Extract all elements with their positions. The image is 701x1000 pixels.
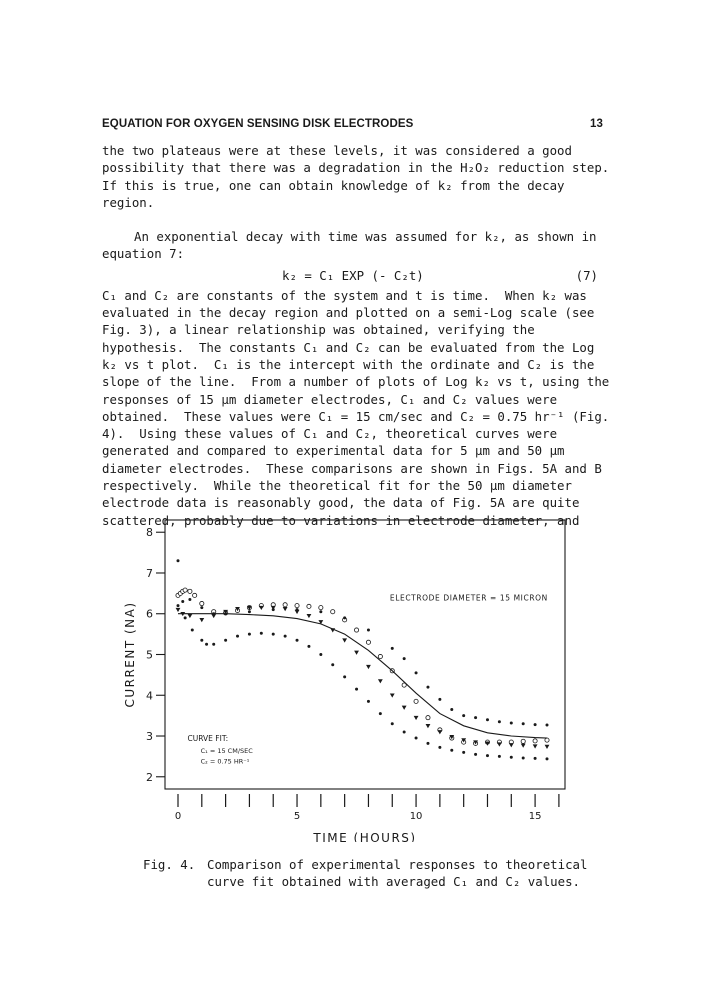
data-point-dot	[181, 600, 184, 603]
data-point-dot	[498, 720, 501, 723]
data-point-triangle	[533, 744, 538, 748]
data-point-dot	[200, 639, 203, 642]
y-tick-label: 3	[146, 730, 153, 744]
data-point-triangle	[211, 614, 216, 618]
data-point-dot	[272, 633, 275, 636]
data-point-dot	[236, 635, 239, 638]
data-point-open-circle	[283, 603, 287, 607]
data-point-dot	[522, 722, 525, 725]
data-point-dot	[191, 629, 194, 632]
data-point-open-circle	[533, 739, 537, 743]
data-point-dot	[510, 721, 513, 724]
y-tick-label: 2	[146, 770, 153, 784]
data-point-open-circle	[188, 589, 192, 593]
data-point-dot	[415, 671, 418, 674]
data-point-dot	[403, 657, 406, 660]
data-point-triangle	[342, 638, 347, 642]
data-point-dot	[498, 755, 501, 758]
data-point-open-circle	[295, 603, 299, 607]
data-point-dot	[450, 749, 453, 752]
caption-label: Fig. 4.	[143, 857, 196, 872]
data-point-dot	[534, 757, 537, 760]
data-point-triangle	[271, 606, 276, 610]
data-point-dot	[391, 722, 394, 725]
data-point-open-circle	[193, 593, 197, 597]
data-point-dot	[319, 653, 322, 656]
data-point-dot	[426, 686, 429, 689]
data-point-dot	[307, 645, 310, 648]
y-tick-label: 7	[146, 566, 153, 580]
annotation-electrode-diameter: ELECTRODE DIAMETER = 15 MICRON	[389, 593, 548, 603]
body-text	[102, 142, 625, 529]
data-point-dot	[355, 688, 358, 691]
data-point-triangle	[521, 744, 526, 748]
x-tick-label: 5	[293, 811, 301, 822]
data-point-dot	[546, 757, 549, 760]
data-point-open-circle	[307, 604, 311, 608]
data-point-dot	[331, 663, 334, 666]
running-header-title: EQUATION FOR OXYGEN SENSING DISK ELECTRODES	[102, 118, 414, 130]
data-point-triangle	[426, 724, 431, 728]
data-point-triangle	[545, 745, 550, 749]
theoretical-fit-line	[178, 614, 547, 738]
data-point-dot	[248, 610, 251, 613]
data-point-dot	[284, 635, 287, 638]
figure-4-chart	[120, 512, 580, 842]
data-point-triangle	[307, 614, 312, 618]
y-tick-label: 8	[146, 526, 153, 540]
data-point-open-circle	[378, 654, 382, 658]
data-point-dot	[415, 737, 418, 740]
data-point-triangle	[259, 606, 264, 610]
annotation-c2: C₂ = 0.75 HR⁻¹	[200, 757, 250, 766]
data-point-dot	[474, 753, 477, 756]
data-point-dot	[260, 632, 263, 635]
data-point-triangle	[437, 730, 442, 734]
data-point-dot	[450, 708, 453, 711]
data-point-outlier	[177, 559, 180, 562]
data-point-dot	[200, 606, 203, 609]
data-point-dot	[522, 757, 525, 760]
x-tick-label: 0	[174, 811, 182, 822]
data-point-dot	[510, 756, 513, 759]
data-point-triangle	[390, 693, 395, 697]
data-point-open-circle	[426, 716, 430, 720]
data-point-triangle	[295, 610, 300, 614]
figure-caption	[143, 856, 587, 890]
x-tick-label: 10	[409, 811, 423, 822]
equation-number: (7)	[575, 267, 598, 283]
data-point-triangle	[402, 706, 407, 710]
data-point-open-circle	[366, 640, 370, 644]
data-point-dot	[248, 633, 251, 636]
data-point-dot	[343, 675, 346, 678]
data-point-triangle	[378, 679, 383, 683]
data-point-open-circle	[319, 606, 323, 610]
data-point-triangle	[366, 665, 371, 669]
y-tick-label: 5	[146, 648, 153, 662]
data-point-dot	[367, 629, 370, 632]
data-point-triangle	[414, 716, 419, 720]
y-tick-label: 4	[146, 689, 153, 703]
page-number: 13	[590, 118, 603, 130]
data-point-dot	[379, 712, 382, 715]
data-point-dot	[546, 724, 549, 727]
data-point-open-circle	[521, 739, 525, 743]
data-point-open-circle	[545, 738, 549, 742]
data-point-dot	[534, 723, 537, 726]
data-point-dot	[474, 716, 477, 719]
data-point-dot	[177, 604, 180, 607]
equation-7: k₂ = C₁ EXP (- C₂t)	[282, 267, 424, 283]
data-point-dot	[486, 754, 489, 757]
data-point-open-circle	[183, 588, 187, 592]
data-point-triangle	[188, 614, 193, 618]
data-point-triangle	[497, 742, 502, 746]
data-point-dot	[184, 616, 187, 619]
paragraph-3: C₁ and C₂ are constants of the system and t is time. When k₂ was evaluated in the decay region and plotted on a semi-Log scale (see Fig. 3), a linear relationship was obtained, verifying the hypothesis. The constants C₁ and C₂ can be evaluated from the Log k₂ vs t plot. C₁ is the intercept with the ordinate and C₂ is the slope of the line. From a number of plots of Log k₂ vs t, using the responses of 15 µm diameter electrodes, C₁ and C₂ values were obtained. These values were C₁ = 15 cm/sec and C₂ = 0.75 hr⁻¹ (Fig. 4). Using these values of C₁ and C₂, theoretical curves were generated and compared to experimental data for 5 µm and 50 µm diameter electrodes. These comparisons are shown in Figs. 5A and B respectively. While the theoretical fit for the 50 µm diameter electrode data is reasonably good, the data of Fig. 5A are quite scattered, probably due to variations in electrode diameter, and	[102, 287, 617, 528]
data-point-dot	[188, 598, 191, 601]
y-axis-label: CURRENT (NA)	[123, 601, 137, 708]
data-point-triangle	[509, 743, 514, 747]
data-point-open-circle	[414, 699, 418, 703]
caption-line-2: curve fit obtained with averaged C₁ and C₂ values.	[207, 874, 580, 889]
data-point-triangle	[354, 651, 359, 655]
data-point-dot	[438, 698, 441, 701]
data-point-open-circle	[331, 610, 335, 614]
equation-row	[102, 263, 612, 287]
data-point-triangle	[199, 618, 204, 622]
data-point-dot	[462, 714, 465, 717]
y-tick-label: 6	[146, 607, 153, 621]
x-axis-label: TIME (HOURS)	[313, 831, 417, 842]
data-point-dot	[367, 700, 370, 703]
data-point-open-circle	[354, 628, 358, 632]
data-point-dot	[403, 730, 406, 733]
data-point-dot	[343, 616, 346, 619]
data-point-dot	[391, 647, 394, 650]
paragraph-1: the two plateaus were at these levels, it was considered a good possibility that there was a degradation in the H₂O₂ reduction step. If this is true, one can obtain knowledge of k₂ from the decay region.	[102, 143, 625, 210]
data-point-dot	[426, 742, 429, 745]
x-tick-label: 15	[528, 811, 542, 822]
data-point-dot	[212, 643, 215, 646]
annotation-curve-fit: CURVE FIT:	[187, 733, 229, 743]
data-point-dot	[224, 639, 227, 642]
annotation-c1: C₁ = 15 CM/SEC	[200, 747, 253, 756]
data-point-triangle	[176, 608, 181, 612]
caption-line-1: Comparison of experimental responses to theoretical	[207, 857, 588, 872]
data-point-dot	[205, 643, 208, 646]
data-point-dot	[319, 610, 322, 613]
data-point-dot	[438, 746, 441, 749]
data-point-triangle	[283, 607, 288, 611]
paragraph-2: An exponential decay with time was assumed for k₂, as shown in equation 7:	[102, 229, 604, 262]
data-point-dot	[296, 639, 299, 642]
data-point-open-circle	[200, 601, 204, 605]
data-point-dot	[486, 718, 489, 721]
data-point-dot	[462, 751, 465, 754]
